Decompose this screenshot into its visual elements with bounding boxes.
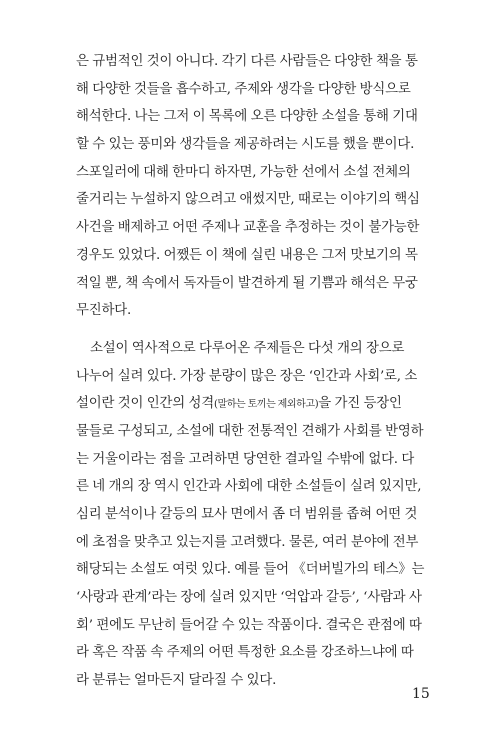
text-line: 은 규범적인 것이 아니다. 각기 다른 사람들은 다양한 책을 통 [76, 54, 418, 69]
text-segment: 을 가진 등장인 [318, 396, 402, 412]
text-line: 적일 뿐, 책 속에서 독자들이 발견하게 될 기쁨과 해석은 무궁 [76, 275, 418, 291]
text-line: 라 분류는 얼마든지 달라질 수 있다. [76, 673, 277, 689]
text-line: 줄거리는 누설하지 않으려고 애썼지만, 때로는 이야기의 핵심 [76, 192, 420, 208]
text-line: 할 수 있는 풍미와 생각들을 제공하려는 시도를 했을 뿐이다. [76, 137, 415, 153]
text-line: 회’ 편에도 무난히 들어갈 수 있는 작품이다. 결국은 관점에 따 [76, 617, 422, 633]
text-line: 라 혹은 작품 속 주제의 어떤 특정한 요소를 강조하느냐에 따 [76, 645, 414, 661]
text-line: 는 거울이라는 점을 고려하면 당연한 결과일 수밖에 없다. 다 [76, 451, 415, 467]
text-line: 른 네 개의 장 역시 인간과 사회에 대한 소설들이 실려 있지만, [76, 479, 422, 495]
page-number: 15 [412, 686, 430, 702]
text-segment: 설이란 것이 인간의 성격 [76, 396, 215, 412]
text-line: 사건을 배제하고 어떤 주제나 교훈을 추정하는 것이 불가능한 [76, 220, 420, 236]
paragraph-gap [76, 325, 438, 335]
text-line: 무진하다. [76, 303, 131, 319]
text-line: ‘사랑과 관계’라는 장에 실려 있지만 ‘억압과 갈등’, ‘사람과 사 [76, 590, 422, 606]
text-line: 스포일러에 대해 한마디 하자면, 가능한 선에서 소설 전체의 [76, 164, 411, 180]
text-line: 나누어 실려 있다. 가장 분량이 많은 장은 ‘인간과 사회’로, 소 [76, 368, 418, 384]
text-line: 심리 분석이나 갈등의 묘사 면에서 좀 더 범위를 좁혀 어떤 것 [76, 507, 418, 522]
body-text [76, 48, 438, 695]
text-line: 물들로 구성되고, 소설에 대한 전통적인 견해가 사회를 반영하 [76, 423, 424, 439]
parenthetical-aside: (말하는 토끼는 제외하고) [214, 399, 319, 411]
text-line: 해당되는 소설도 여럿 있다. 예를 들어 《더버빌가의 테스》는 [76, 562, 425, 578]
text-line: 해석한다. 나는 그저 이 목록에 오른 다양한 소설을 통해 기대 [76, 109, 418, 125]
text-line: 경우도 있었다. 어쨌든 이 책에 실린 내용은 그저 맛보기의 목 [76, 247, 418, 263]
paragraph-1 [76, 48, 438, 325]
text-line-with-aside [76, 390, 438, 418]
text-line: 에 초점을 맞추고 있는지를 고려했다. 물론, 여러 분야에 전부 [76, 534, 419, 550]
text-line-indented: 소설이 역사적으로 다루어온 주제들은 다섯 개의 장으로 [90, 340, 405, 356]
text-line: 해 다양한 것들을 흡수하고, 주제와 생각을 다양한 방식으로 [76, 81, 411, 97]
paragraph-2 [76, 335, 438, 695]
